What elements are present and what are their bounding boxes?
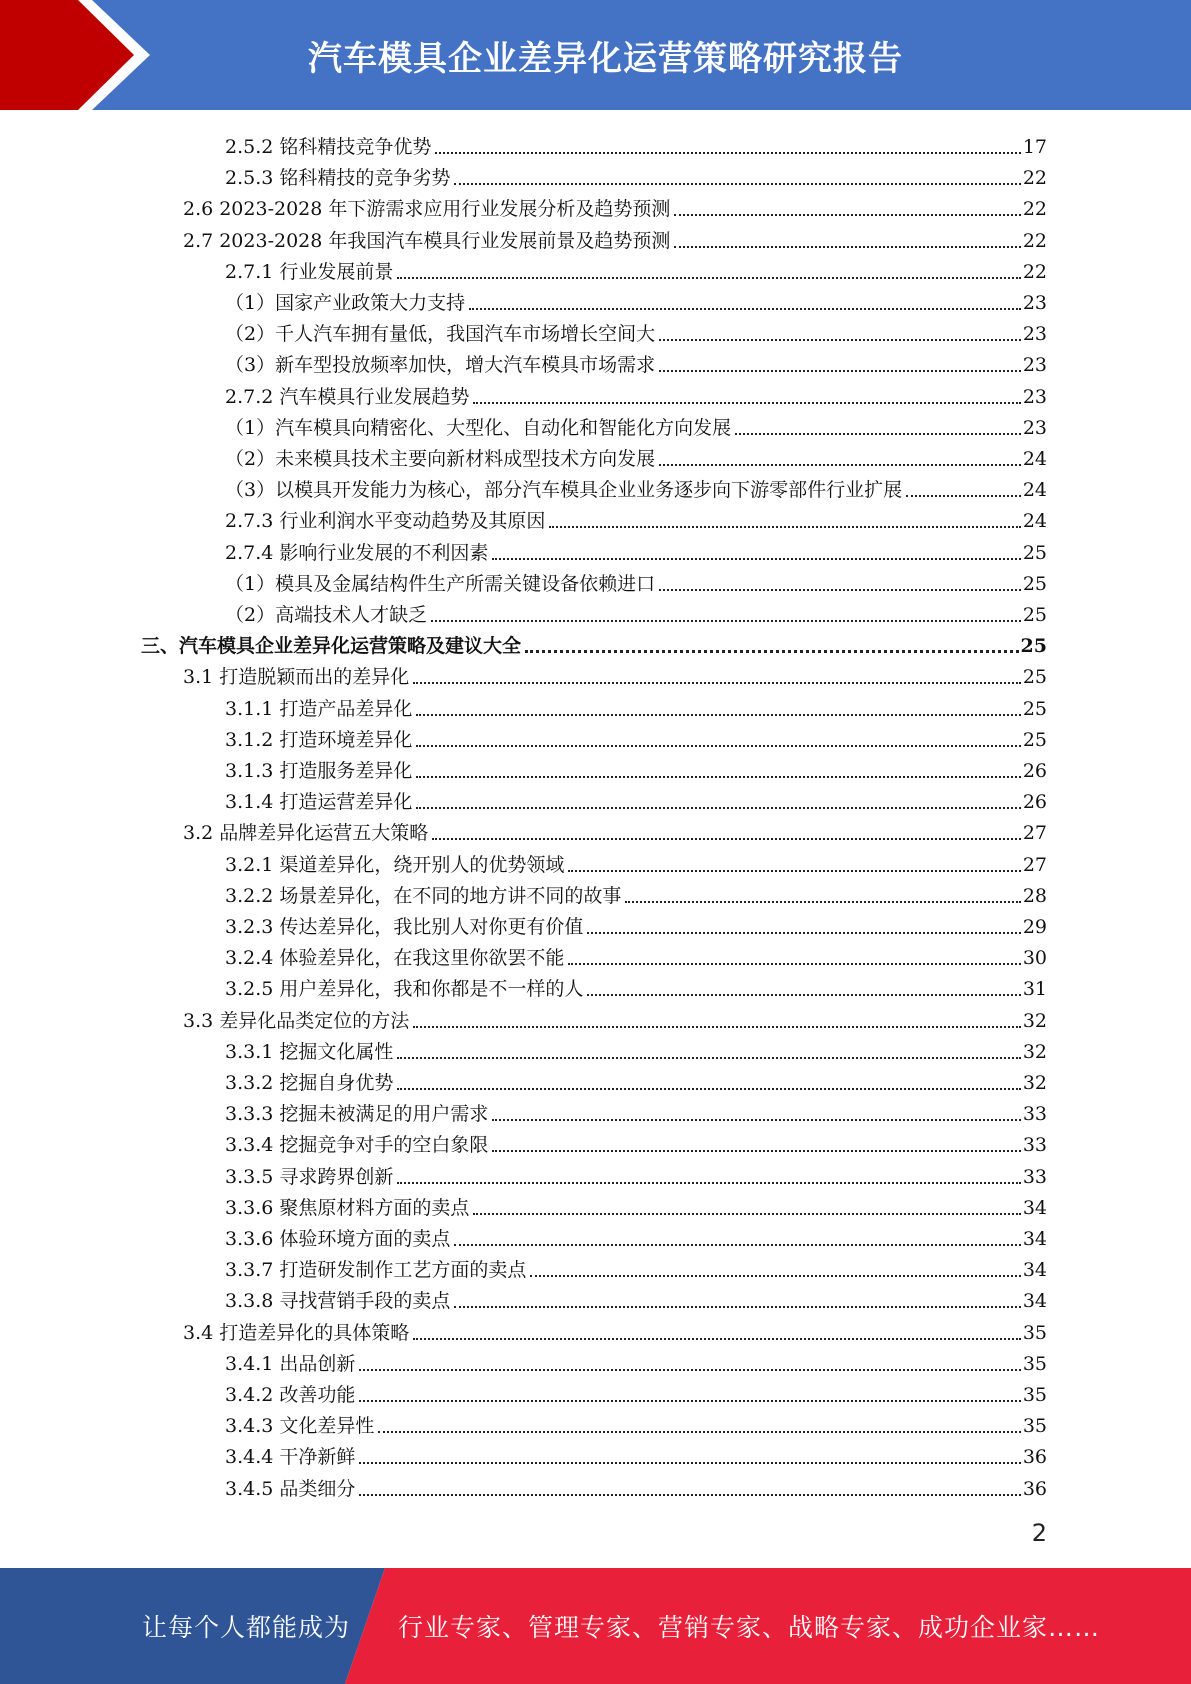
toc-entry-page: 17 (1022, 136, 1047, 158)
toc-entry-title: 文化差异性 (279, 1415, 375, 1438)
toc-entry[interactable] (225, 502, 1047, 533)
toc-entry[interactable] (225, 721, 1047, 752)
toc-entry-title: 挖掘竞争对手的空白象限 (279, 1134, 489, 1157)
toc-dot-leader (659, 589, 1021, 591)
toc-dot-leader (432, 838, 1021, 840)
toc-entry-number: 3.3.4 (225, 1134, 274, 1157)
toc-entry[interactable] (225, 908, 1047, 939)
toc-entry-number: 3.3 (183, 1009, 214, 1032)
toc-entry-title: 铭科精技竞争优势 (279, 136, 432, 158)
toc-entry-title: 挖掘自身优势 (279, 1072, 394, 1094)
toc-entry-number: 3.4.4 (225, 1446, 274, 1469)
toc-dot-leader (359, 1400, 1020, 1402)
toc-entry[interactable] (225, 1158, 1047, 1189)
toc-entry[interactable] (225, 346, 1047, 377)
toc-entry-page: 32 (1022, 1009, 1047, 1032)
toc-entry[interactable] (225, 253, 1047, 284)
toc-entry-label (225, 759, 412, 783)
toc-dot-leader (397, 1182, 1020, 1184)
toc-entry-page: 25 (1022, 728, 1047, 751)
toc-entry[interactable] (225, 1345, 1047, 1376)
toc-dot-leader (413, 1338, 1021, 1340)
toc-entry-title: 行业发展前景 (279, 260, 394, 283)
toc-dot-leader (473, 402, 1020, 404)
toc-entry[interactable] (225, 970, 1047, 1001)
toc-entry[interactable] (225, 1251, 1047, 1282)
toc-entry-page: 25 (1020, 635, 1047, 658)
toc-entry-number: 3.2.3 (225, 916, 274, 938)
toc-entry-number: 3.3.6 (225, 1196, 274, 1219)
toc-entry-title: 打造运营差异化 (279, 791, 413, 814)
toc-entry[interactable] (141, 627, 1047, 658)
toc-entry-number: （2） (225, 604, 276, 626)
toc-dot-leader (659, 464, 1021, 466)
toc-entry[interactable] (225, 1064, 1047, 1095)
toc-entry-page: 32 (1022, 1072, 1047, 1094)
toc-entry-title: 传达差异化，我比别人对你更有价值 (279, 916, 584, 938)
toc-entry[interactable] (225, 565, 1047, 596)
toc-entry-title: 场景差异化，在不同的地方讲不同的故事 (279, 884, 622, 907)
toc-entry-label (225, 697, 412, 721)
toc-dot-leader (549, 526, 1020, 528)
toc-entry-title: 出品创新 (279, 1352, 356, 1375)
toc-entry-label (225, 541, 488, 565)
toc-entry[interactable] (225, 1376, 1047, 1407)
toc-entry-number: 2.7.2 (225, 385, 274, 408)
toc-entry-number: （2） (225, 448, 276, 470)
toc-entry-title: 影响行业发展的不利因素 (279, 541, 489, 564)
toc-entry-number: 3.2.1 (225, 853, 274, 876)
toc-entry[interactable] (225, 315, 1047, 346)
toc-dot-leader (397, 277, 1020, 279)
toc-entry-label (225, 1383, 355, 1407)
toc-entry[interactable] (225, 1282, 1047, 1313)
toc-entry[interactable] (225, 159, 1047, 190)
toc-entry-number: （1） (225, 416, 276, 439)
toc-entry[interactable] (225, 939, 1047, 970)
toc-entry-page: 24 (1022, 448, 1047, 470)
toc-entry-title: 新车型投放频率加快，增大汽车模具市场需求 (275, 354, 656, 377)
toc-entry-number: 3.1.2 (225, 728, 274, 751)
toc-entry-title: 打造差异化的具体策略 (219, 1321, 410, 1344)
toc-entry-page: 23 (1022, 416, 1047, 439)
toc-entry-number: 3.2.5 (225, 978, 274, 1001)
toc-entry[interactable] (225, 783, 1047, 814)
toc-dot-leader (492, 558, 1020, 560)
toc-entry-number: 3.4 (183, 1321, 214, 1344)
toc-entry-page: 22 (1022, 167, 1047, 190)
toc-entry-page: 23 (1022, 385, 1047, 408)
toc-entry-number: 2.5.3 (225, 167, 274, 190)
toc-dot-leader (674, 246, 1020, 248)
toc-entry-page: 33 (1022, 1165, 1047, 1188)
toc-entry-page: 25 (1022, 697, 1047, 720)
toc-entry[interactable] (225, 378, 1047, 409)
toc-entry-number: 3.1.4 (225, 791, 274, 814)
toc-entry-label (225, 1227, 450, 1251)
toc-entry[interactable] (225, 877, 1047, 908)
header-band (0, 0, 1191, 110)
toc-entry[interactable] (225, 128, 1047, 159)
toc-dot-leader (568, 870, 1020, 872)
toc-entry-title: 国家产业政策大力支持 (275, 292, 466, 314)
toc-entry[interactable] (225, 1095, 1047, 1126)
toc-entry-label (225, 322, 655, 346)
toc-entry-title: 干净新鲜 (279, 1446, 356, 1469)
toc-entry-title: 汽车模具向精密化、大型化、自动化和智能化方向发展 (275, 416, 732, 439)
toc-entry-title: 行业利润水平变动趋势及其原因 (279, 510, 546, 533)
toc-entry-label (225, 1133, 488, 1157)
toc-entry-page: 22 (1022, 198, 1047, 221)
toc-dot-leader (359, 1462, 1020, 1464)
toc-entry[interactable] (225, 440, 1047, 471)
toc-entry-title: 打造脱颖而出的差异化 (219, 666, 410, 689)
toc-entry-title: 未来模具技术主要向新材料成型技术方向发展 (275, 448, 656, 470)
toc-entry-label (225, 915, 583, 939)
toc-entry[interactable] (183, 1314, 1047, 1345)
toc-entry[interactable] (225, 1189, 1047, 1220)
toc-entry-label (225, 1040, 393, 1064)
footer-slogan-left: 让每个人都能成为 (142, 1613, 351, 1642)
toc-entry-label (225, 416, 731, 440)
toc-dot-leader (906, 495, 1021, 497)
toc-entry-page: 34 (1022, 1290, 1047, 1313)
toc-entry-page: 22 (1022, 229, 1047, 252)
toc-dot-leader (568, 963, 1020, 965)
toc-entry-page: 34 (1022, 1196, 1047, 1219)
toc-dot-leader (378, 1431, 1020, 1433)
toc-entry-label (225, 1445, 355, 1469)
toc-entry-label (225, 353, 655, 377)
toc-dot-leader (416, 807, 1020, 809)
toc-entry-number: 3.3.3 (225, 1103, 274, 1126)
toc-entry-page: 35 (1022, 1352, 1047, 1375)
toc-dot-leader (454, 183, 1020, 185)
toc-dot-leader (625, 901, 1020, 903)
toc-entry-title: 模具及金属结构件生产所需关键设备依赖进口 (275, 572, 656, 595)
toc-entry-label (225, 1414, 374, 1438)
toc-entry[interactable] (183, 222, 1047, 253)
toc-entry[interactable] (225, 690, 1047, 721)
toc-entry-title: 寻求跨界创新 (279, 1165, 394, 1188)
toc-entry-label (183, 1321, 409, 1345)
toc-entry-page: 22 (1022, 260, 1047, 283)
toc-entry-number: 3.1.3 (225, 760, 274, 782)
toc-entry-label (225, 1071, 393, 1095)
toc-entry[interactable] (183, 1002, 1047, 1033)
toc-entry-number: 3.4.5 (225, 1477, 274, 1500)
toc-entry-number: （3） (225, 354, 276, 377)
toc-entry[interactable] (225, 1220, 1047, 1251)
toc-entry-label (225, 1352, 355, 1376)
toc-entry-page: 34 (1022, 1259, 1047, 1282)
toc-entry[interactable] (225, 284, 1047, 315)
toc-entry-number: 3.2 (183, 822, 214, 845)
toc-dot-leader (587, 994, 1020, 996)
toc-entry-number: 3.4.1 (225, 1352, 274, 1375)
toc-entry-title: 打造服务差异化 (279, 760, 413, 782)
toc-entry-number: 3.2.2 (225, 884, 274, 907)
toc-entry-title: 品牌差异化运营五大策略 (219, 822, 429, 845)
toc-entry-title: 体验差异化，在我这里你欲罢不能 (279, 947, 565, 970)
toc-entry-title: 渠道差异化，绕开别人的优势领域 (279, 853, 565, 876)
page-number: 2 (1031, 1519, 1047, 1547)
toc-entry-label (183, 197, 670, 221)
toc-entry-page: 28 (1022, 884, 1047, 907)
toc-entry-title: 挖掘未被满足的用户需求 (279, 1103, 489, 1126)
toc-dot-leader (530, 1275, 1020, 1277)
toc-entry-number: 3.4.2 (225, 1384, 274, 1406)
toc-entry-page: 25 (1022, 604, 1047, 626)
toc-entry-label (225, 291, 465, 315)
toc-entry-number: 3.1.1 (225, 697, 274, 720)
toc-entry-number: 3.3.1 (225, 1040, 274, 1063)
toc-entry[interactable] (183, 190, 1047, 221)
toc-entry-number: 2.6 (183, 198, 214, 221)
toc-entry-label (225, 977, 583, 1001)
toc-dot-leader (435, 152, 1020, 154)
toc-dot-leader (492, 1119, 1020, 1121)
toc-entry-label (225, 260, 393, 284)
toc-entry-title: 差异化品类定位的方法 (219, 1009, 410, 1032)
toc-entry-label (225, 946, 564, 970)
toc-entry-page: 25 (1022, 666, 1047, 689)
toc-entry-label (225, 1196, 469, 1220)
toc-dot-leader (416, 776, 1020, 778)
toc-entry[interactable] (225, 409, 1047, 440)
toc-entry[interactable] (225, 1470, 1047, 1501)
toc-entry-number: 2.7 (183, 229, 214, 252)
toc-entry[interactable] (225, 596, 1047, 627)
toc-entry-page: 30 (1022, 947, 1047, 970)
toc-entry-page: 32 (1022, 1040, 1047, 1063)
toc-entry-label (225, 853, 564, 877)
toc-entry-number: （1） (225, 572, 276, 595)
toc-dot-leader (735, 433, 1021, 435)
footer-slogan-right: 行业专家、管理专家、营销专家、战略专家、成功企业家…… (398, 1613, 1101, 1642)
toc-entry[interactable] (225, 846, 1047, 877)
toc-entry-number: 3.3.2 (225, 1072, 274, 1094)
toc-entry[interactable] (183, 814, 1047, 845)
toc-entry-number: 2.7.3 (225, 510, 274, 533)
toc-entry-title: 打造环境差异化 (279, 728, 413, 751)
toc-entry-page: 23 (1022, 354, 1047, 377)
toc-dot-leader (431, 620, 1021, 622)
toc-entry-page: 36 (1022, 1446, 1047, 1469)
toc-entry-page: 33 (1022, 1103, 1047, 1126)
toc-entry-title: 铭科精技的竞争劣势 (279, 167, 451, 190)
toc-entry-page: 35 (1022, 1321, 1047, 1344)
toc-dot-leader (659, 370, 1021, 372)
toc-entry-label (183, 1009, 409, 1033)
toc-entry-title: 打造研发制作工艺方面的卖点 (279, 1259, 527, 1282)
toc-entry-page: 26 (1022, 760, 1047, 782)
toc-entry-page: 24 (1022, 510, 1047, 533)
toc-dot-leader (659, 339, 1021, 341)
toc-entry-title: 改善功能 (279, 1384, 356, 1406)
toc-entry-page: 29 (1022, 916, 1047, 938)
toc-entry-title: 挖掘文化属性 (279, 1040, 394, 1063)
toc-entry-label (225, 478, 902, 502)
toc-entry-title: 汽车模具企业差异化运营策略及建议大全 (179, 635, 522, 658)
toc-entry-page: 36 (1022, 1477, 1047, 1500)
toc-entry-number: 2.7.4 (225, 541, 274, 564)
toc-entry-label (183, 229, 670, 253)
toc-entry-page: 23 (1022, 323, 1047, 346)
toc-entry-title: 2023-2028 年我国汽车模具行业发展前景及趋势预测 (219, 229, 671, 252)
toc-entry[interactable] (225, 1126, 1047, 1157)
toc-dot-leader (416, 714, 1020, 716)
toc-entry-title: 千人汽车拥有量低，我国汽车市场增长空间大 (275, 323, 656, 346)
toc-entry-label (225, 884, 621, 908)
toc-dot-leader (674, 214, 1020, 216)
toc-entry-number: 3.1 (183, 666, 214, 689)
footer-band (0, 1568, 1191, 1684)
toc-entry-number: 2.5.2 (225, 136, 274, 158)
toc-entry-page: 25 (1022, 572, 1047, 595)
document-title: 汽车模具企业差异化运营策略研究报告 (308, 38, 903, 79)
toc-entry-number: （2） (225, 323, 276, 346)
toc-entry-label (183, 821, 428, 845)
toc-entry-number: （1） (225, 292, 276, 314)
toc-entry-number: 3.3.7 (225, 1259, 274, 1282)
toc-entry-title: 汽车模具行业发展趋势 (279, 385, 470, 408)
toc-dot-leader (587, 932, 1020, 934)
toc-entry-number: 3.3.8 (225, 1290, 274, 1313)
toc-entry-page: 23 (1022, 292, 1047, 314)
toc-entry-label (225, 603, 427, 627)
toc-entry-page: 35 (1022, 1415, 1047, 1438)
toc-entry[interactable] (225, 471, 1047, 502)
toc-entry-title: 打造产品差异化 (279, 697, 413, 720)
toc-entry-page: 26 (1022, 791, 1047, 814)
toc-dot-leader (469, 308, 1021, 310)
toc-entry-title: 品类细分 (279, 1477, 356, 1500)
toc-entry-label (183, 665, 409, 689)
toc-dot-leader (525, 650, 1019, 653)
toc-dot-leader (454, 1244, 1020, 1246)
toc-entry[interactable] (183, 658, 1047, 689)
toc-dot-leader (413, 1026, 1021, 1028)
toc-dot-leader (416, 745, 1020, 747)
toc-dot-leader (473, 1213, 1020, 1215)
toc-entry-title: 寻找营销手段的卖点 (279, 1290, 451, 1313)
toc-entry[interactable] (225, 1407, 1047, 1438)
toc-entry-label (225, 166, 450, 190)
toc-entry-title: 2023-2028 年下游需求应用行业发展分析及趋势预测 (219, 198, 671, 221)
toc-entry-page: 25 (1022, 541, 1047, 564)
toc-entry-page: 33 (1022, 1134, 1047, 1157)
toc-entry-number: 3.4.3 (225, 1415, 274, 1438)
toc-entry-number: 三、 (141, 635, 180, 658)
toc-entry-label (225, 135, 431, 159)
toc-dot-leader (359, 1494, 1020, 1496)
toc-dot-leader (413, 682, 1021, 684)
toc-entry-label (141, 634, 521, 658)
toc-entry-label (225, 1477, 355, 1501)
toc-entry-label (225, 447, 655, 471)
toc-entry-page: 24 (1022, 479, 1047, 502)
toc-entry-page: 35 (1022, 1384, 1047, 1406)
toc-entry-title: 体验环境方面的卖点 (279, 1228, 451, 1250)
toc-entry-number: 3.2.4 (225, 947, 274, 970)
toc-entry-page: 31 (1022, 978, 1047, 1001)
toc-entry-label (225, 385, 469, 409)
toc-entry[interactable] (225, 752, 1047, 783)
toc-entry[interactable] (225, 1438, 1047, 1469)
toc-entry-label (225, 790, 412, 814)
toc-entry[interactable] (225, 534, 1047, 565)
toc-dot-leader (359, 1369, 1020, 1371)
toc-entry-number: 3.3.5 (225, 1165, 274, 1188)
toc-entry-label (225, 1165, 393, 1189)
toc-dot-leader (454, 1306, 1020, 1308)
toc-entry-page: 27 (1022, 853, 1047, 876)
toc-entry-label (225, 1258, 526, 1282)
toc-entry-title: 聚焦原材料方面的卖点 (279, 1196, 470, 1219)
toc-entry-page: 34 (1022, 1228, 1047, 1250)
toc-dot-leader (397, 1088, 1020, 1090)
toc-entry-label (225, 1289, 450, 1313)
toc-dot-leader (397, 1057, 1020, 1059)
toc-dot-leader (492, 1150, 1020, 1152)
toc-entry-label (225, 509, 545, 533)
toc-entry-number: 3.3.6 (225, 1228, 274, 1250)
toc-entry-title: 高端技术人才缺乏 (275, 604, 428, 626)
toc-entry-page: 27 (1022, 822, 1047, 845)
toc-entry-title: 用户差异化，我和你都是不一样的人 (279, 978, 584, 1001)
toc-entry-label (225, 1102, 488, 1126)
toc-entry-number: 2.7.1 (225, 260, 274, 283)
toc-entry-label (225, 728, 412, 752)
toc-entry-number: （3） (225, 479, 276, 502)
toc-entry-label (225, 572, 655, 596)
toc-entry[interactable] (225, 1033, 1047, 1064)
toc-entry-title: 以模具开发能力为核心，部分汽车模具企业业务逐步向下游零部件行业扩展 (275, 479, 903, 502)
